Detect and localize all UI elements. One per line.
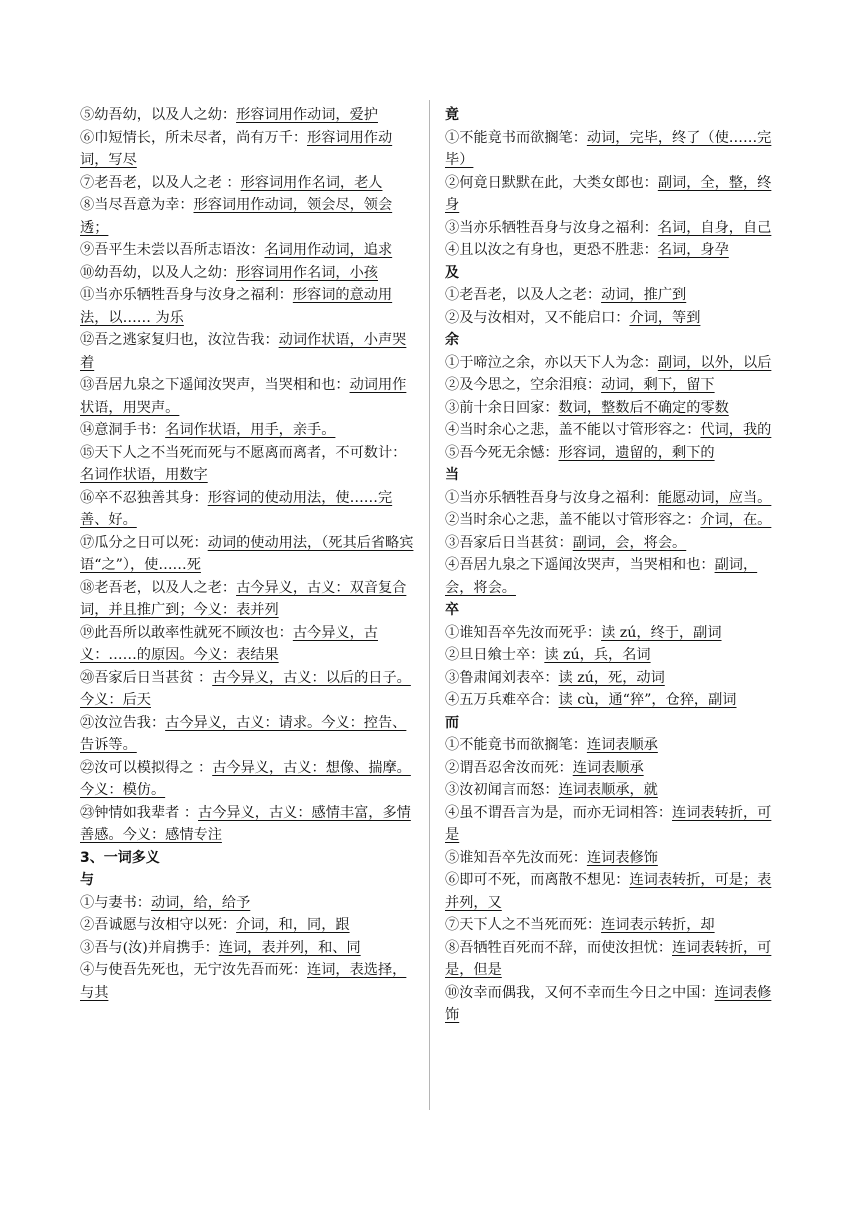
list-item: ⑧当尽吾意为幸：形容词用作动词，领会尽，领会透；: [80, 197, 393, 236]
list-item: ④虽不谓吾言为是，而亦无词相答：连词表转折，可是: [445, 804, 772, 843]
list-item: ⑪当亦乐牺牲吾身与汝身之福利：形容词的意动用法，以…… 为乐: [80, 287, 393, 326]
list-item: ②及今思之，空余泪痕：动词，剩下，留下: [445, 377, 715, 393]
list-item: ②谓吾忍舍汝而死：连词表顺承: [445, 759, 644, 776]
list-item: ③前十余日回家：数词，整数后不确定的零数: [445, 399, 729, 416]
list-item: ⑩汝幸而偶我，又何不幸而生今日之中国：连词表修饰: [445, 984, 772, 1023]
word-heading: 余: [445, 332, 459, 348]
list-item: ②吾诚愿与汝相守以死：介词，和，同，跟: [80, 917, 350, 933]
list-item: ⑭意洞手书：名词作状语，用手，亲手。: [80, 422, 336, 438]
word-heading: 与: [80, 872, 94, 888]
list-item: ①于啼泣之余，亦以天下人为念：副词，以外，以后: [445, 354, 772, 371]
list-item: ①与妻书：动词，给，给予: [80, 894, 251, 911]
word-heading: 卒: [445, 602, 459, 618]
section-title: 3、一词多义: [80, 849, 160, 866]
list-item: ㉒汝可以模拟得之 ：古今异义，古义：想像、揣摩。今义：模仿。: [80, 759, 411, 798]
list-item: ③当亦乐牺牲吾身与汝身之福利：名词，自身，自己: [445, 219, 772, 236]
list-item: ④与使吾先死也，无宁汝先吾而死：连词，表选择，与其: [80, 962, 407, 1001]
list-item: ①不能竟书而欲搁笔：动词，完毕，终了（使……完毕）: [445, 129, 772, 168]
word-heading: 竟: [445, 107, 459, 123]
list-item: ②当时余心之悲，盖不能以寸管形容之：介词，在。: [445, 512, 772, 528]
word-heading: 当: [445, 467, 459, 483]
list-item: ④当时余心之悲，盖不能以寸管形容之：代词，我的: [445, 422, 772, 438]
list-item: ④吾居九泉之下遥闻汝哭声，当哭相和也：副词，会，将会。: [445, 557, 758, 596]
word-heading: 及: [445, 264, 459, 281]
list-item: ⑲此吾所以敢率性就死不顾汝也：古今异义，古义：……的原因。今义：表结果: [80, 624, 378, 663]
list-item: ⑥巾短情长，所未尽者，尚有万千：形容词用作动词，写尽: [80, 129, 393, 168]
list-item: ㉑汝泣告我：古今异义，古义：请求。今义：控告、告诉等。: [80, 714, 407, 753]
list-item: ④五万兵难卒合：读 cù，通“猝”，仓猝，副词: [445, 692, 737, 708]
list-item: ⑰瓜分之日可以死：动词的使动用法，（死其后省略宾语“之”），使……死: [80, 534, 414, 573]
column-divider: [429, 100, 430, 1110]
list-item: ⑱老吾老，以及人之老：古今异义，古义：双音复合词，并且推广到；今义：表并列: [80, 579, 407, 618]
list-item: ⑩幼吾幼，以及人之幼：形容词用作名词，小孩: [80, 264, 378, 281]
list-item: ⑤谁知吾卒先汝而死：连词表修饰: [445, 849, 658, 866]
list-item: ⑮天下人之不当死而死与不愿离而离者，不可数计：名词作状语，用数字: [80, 444, 407, 483]
list-item: ⑫吾之逃家复归也，汝泣告我：动词作状语，小声哭着: [80, 332, 407, 371]
list-item: ①不能竟书而欲搁笔：连词表顺承: [445, 737, 658, 753]
list-item: ②何竟日默默在此，大类女郎也：副词，全，整，终身: [445, 174, 772, 213]
left-column: [80, 104, 418, 1004]
list-item: ㉓钟情如我辈者 ：古今异义，古义：感情丰富，多情善感。今义：感情专注: [80, 804, 411, 843]
right-column: [445, 104, 785, 1027]
list-item: ⑧吾牺牲百死而不辞，而使汝担忧：连词表转折，可是，但是: [445, 939, 772, 978]
list-item: ⑯卒不忍独善其身：形容词的使动用法，使……完善、好。: [80, 489, 393, 528]
list-item: ⑦老吾老，以及人之老 ：形容词用作名词，老人: [80, 174, 383, 191]
list-item: ②旦日飨士卒：读 zú，兵，名词: [445, 647, 651, 663]
list-item: ③汝初闻言而怒：连词表顺承，就: [445, 782, 658, 798]
list-item: ③吾与(汝)并肩携手：连词，表并列，和、同: [80, 939, 361, 956]
list-item: ⑤幼吾幼，以及人之幼：形容词用作动词，爱护: [80, 107, 378, 123]
list-item: ①当亦乐牺牲吾身与汝身之福利：能愿动词，应当。: [445, 489, 772, 506]
list-item: ⑳吾家后日当甚贫 ：古今异义，古义：以后的日子。今义：后天: [80, 669, 411, 708]
list-item: ④且以汝之有身也，更恐不胜悲：名词，身孕: [445, 242, 729, 258]
list-item: ⑦天下人之不当死而死：连词表示转折，却: [445, 917, 715, 933]
list-item: ③鲁肃闻刘表卒：读 zú，死，动词: [445, 669, 665, 686]
list-item: ①老吾老，以及人之老：动词，推广到: [445, 287, 687, 303]
list-item: ②及与汝相对，又不能启口：介词，等到: [445, 309, 701, 326]
word-heading: 而: [445, 714, 459, 731]
list-item: ③吾家后日当甚贫：副词，会，将会。: [445, 534, 687, 551]
list-item: ①谁知吾卒先汝而死乎：读 zú，终于，副词: [445, 624, 722, 641]
list-item: ⑬吾居九泉之下遥闻汝哭声，当哭相和也：动词用作状语，用哭声。: [80, 377, 407, 416]
list-item: ⑥即可不死，而离散不想见：连词表转折，可是；表并列，又: [445, 872, 772, 911]
list-item: ⑤吾今死无余憾：形容词，遗留的，剩下的: [445, 444, 715, 461]
list-item: ⑨吾平生未尝以吾所志语汝：名词用作动词，追求: [80, 242, 393, 258]
